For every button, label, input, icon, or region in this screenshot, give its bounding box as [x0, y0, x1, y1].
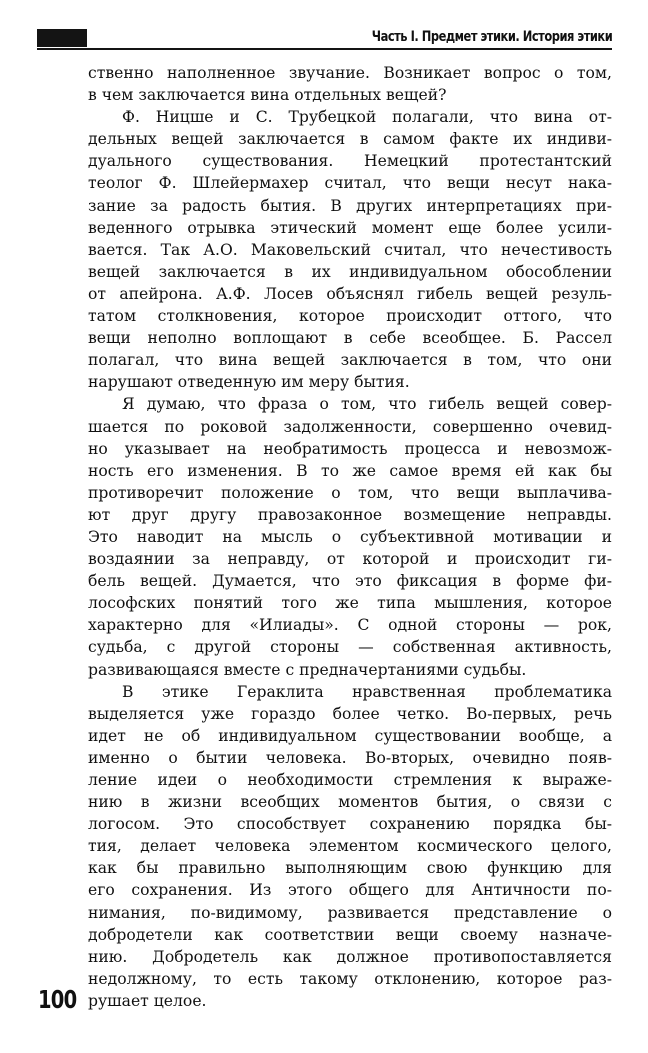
text-line: веденного отрывка этический момент еще более усили-: [88, 218, 612, 237]
text-line: бель вещей. Думается, что это фиксация в форме фи-: [88, 572, 612, 591]
text-line: выделяется уже гораздо более четко. Во-первых, речь: [88, 704, 612, 723]
text-line: ление идеи о необходимости стремления к выраже-: [88, 771, 612, 789]
header-rule: [37, 48, 612, 50]
text-line: вается. Так А.О. Маковельский считал, что нечестивость: [88, 240, 612, 259]
text-line: шается по роковой задолженности, совершенно очевид-: [88, 417, 612, 436]
text-line: нимания, по-видимому, развивается представление о: [88, 903, 612, 922]
text-line: характерно для «Илиады». С одной стороны — рок,: [88, 616, 612, 635]
text-line: Ф. Ницше и С. Трубецкой полагали, что вина от-: [122, 108, 612, 127]
running-header-title: Часть I. Предмет этики. История этики: [371, 29, 612, 45]
text-line: Это наводит на мысль о субъективной мотивации и: [88, 527, 612, 546]
text-line: В этике Гераклита нравственная проблематика: [122, 682, 612, 701]
text-line: противоречит положение о том, что вещи выплачива-: [88, 483, 612, 502]
text-line: нию в жизни всеобщих моментов бытия, о связи с: [88, 793, 612, 812]
text-line: дельных вещей заключается в самом факте их индиви-: [88, 130, 612, 149]
text-line: от апейрона. А.Ф. Лосев объяснял гибель вещей резуль-: [88, 284, 612, 303]
text-line: идет не об индивидуальном существовании вообще, а: [88, 726, 612, 745]
text-line: логосом. Это способствует сохранению порядка бы-: [88, 815, 612, 834]
text-line: дуального существования. Немецкий протестантский: [88, 152, 612, 171]
text-line: но указывает на необратимость процесса и невозмож-: [88, 439, 612, 458]
text-line: добродетели как соответствии вещи своему назначе-: [88, 925, 612, 944]
text-line: нию. Добродетель как должное противопоставляется: [88, 947, 612, 966]
header-decorative-bar: [37, 29, 87, 47]
text-line: зание за радость бытия. В других интерпретациях при-: [88, 196, 612, 215]
text-line: полагал, что вина вещей заключается в том, что они: [88, 351, 612, 370]
text-line: именно о бытии человека. Во-вторых, очевидно появ-: [88, 748, 612, 767]
body-text: [88, 62, 612, 1012]
text-line: ют друг другу правозаконное возмещение неправды.: [88, 505, 612, 524]
text-line: недолжному, то есть такому отклонению, которое раз-: [88, 969, 612, 988]
text-line: рушает целое.: [88, 991, 207, 1010]
text-line: лософских понятий того же типа мышления, которое: [88, 594, 612, 613]
text-line: вещи неполно воплощают в себе всеобщее. Б. Рассел: [88, 329, 612, 348]
text-line: ственно наполненное звучание. Возникает вопрос о том,: [88, 64, 612, 82]
text-line: теолог Ф. Шлейермахер считал, что вещи несут нака-: [88, 174, 612, 193]
text-line: воздаянии за неправду, от которой и происходит ги-: [88, 550, 612, 569]
text-line: вещей заключается в их индивидуальном обособлении: [88, 262, 612, 281]
text-line: татом столкновения, которое происходит оттого, что: [88, 307, 612, 326]
text-line: развивающаяся вместе с предначертаниями судьбы.: [88, 660, 527, 679]
text-line: Я думаю, что фраза о том, что гибель вещей совер-: [122, 395, 612, 414]
text-line: в чем заключается вина отдельных вещей?: [88, 86, 447, 105]
text-line: как бы правильно выполняющим свою функцию для: [88, 859, 612, 878]
text-line: тия, делает человека элементом космического целого,: [88, 837, 612, 856]
text-line: нарушают отведенную им меру бытия.: [88, 373, 410, 392]
text-line: судьба, с другой стороны — собственная активность,: [88, 638, 612, 657]
text-line: ность его изменения. В то же самое время ей как бы: [88, 461, 612, 480]
text-line: его сохранения. Из этого общего для Античности по-: [88, 881, 612, 900]
page-number: 100: [38, 985, 77, 1014]
